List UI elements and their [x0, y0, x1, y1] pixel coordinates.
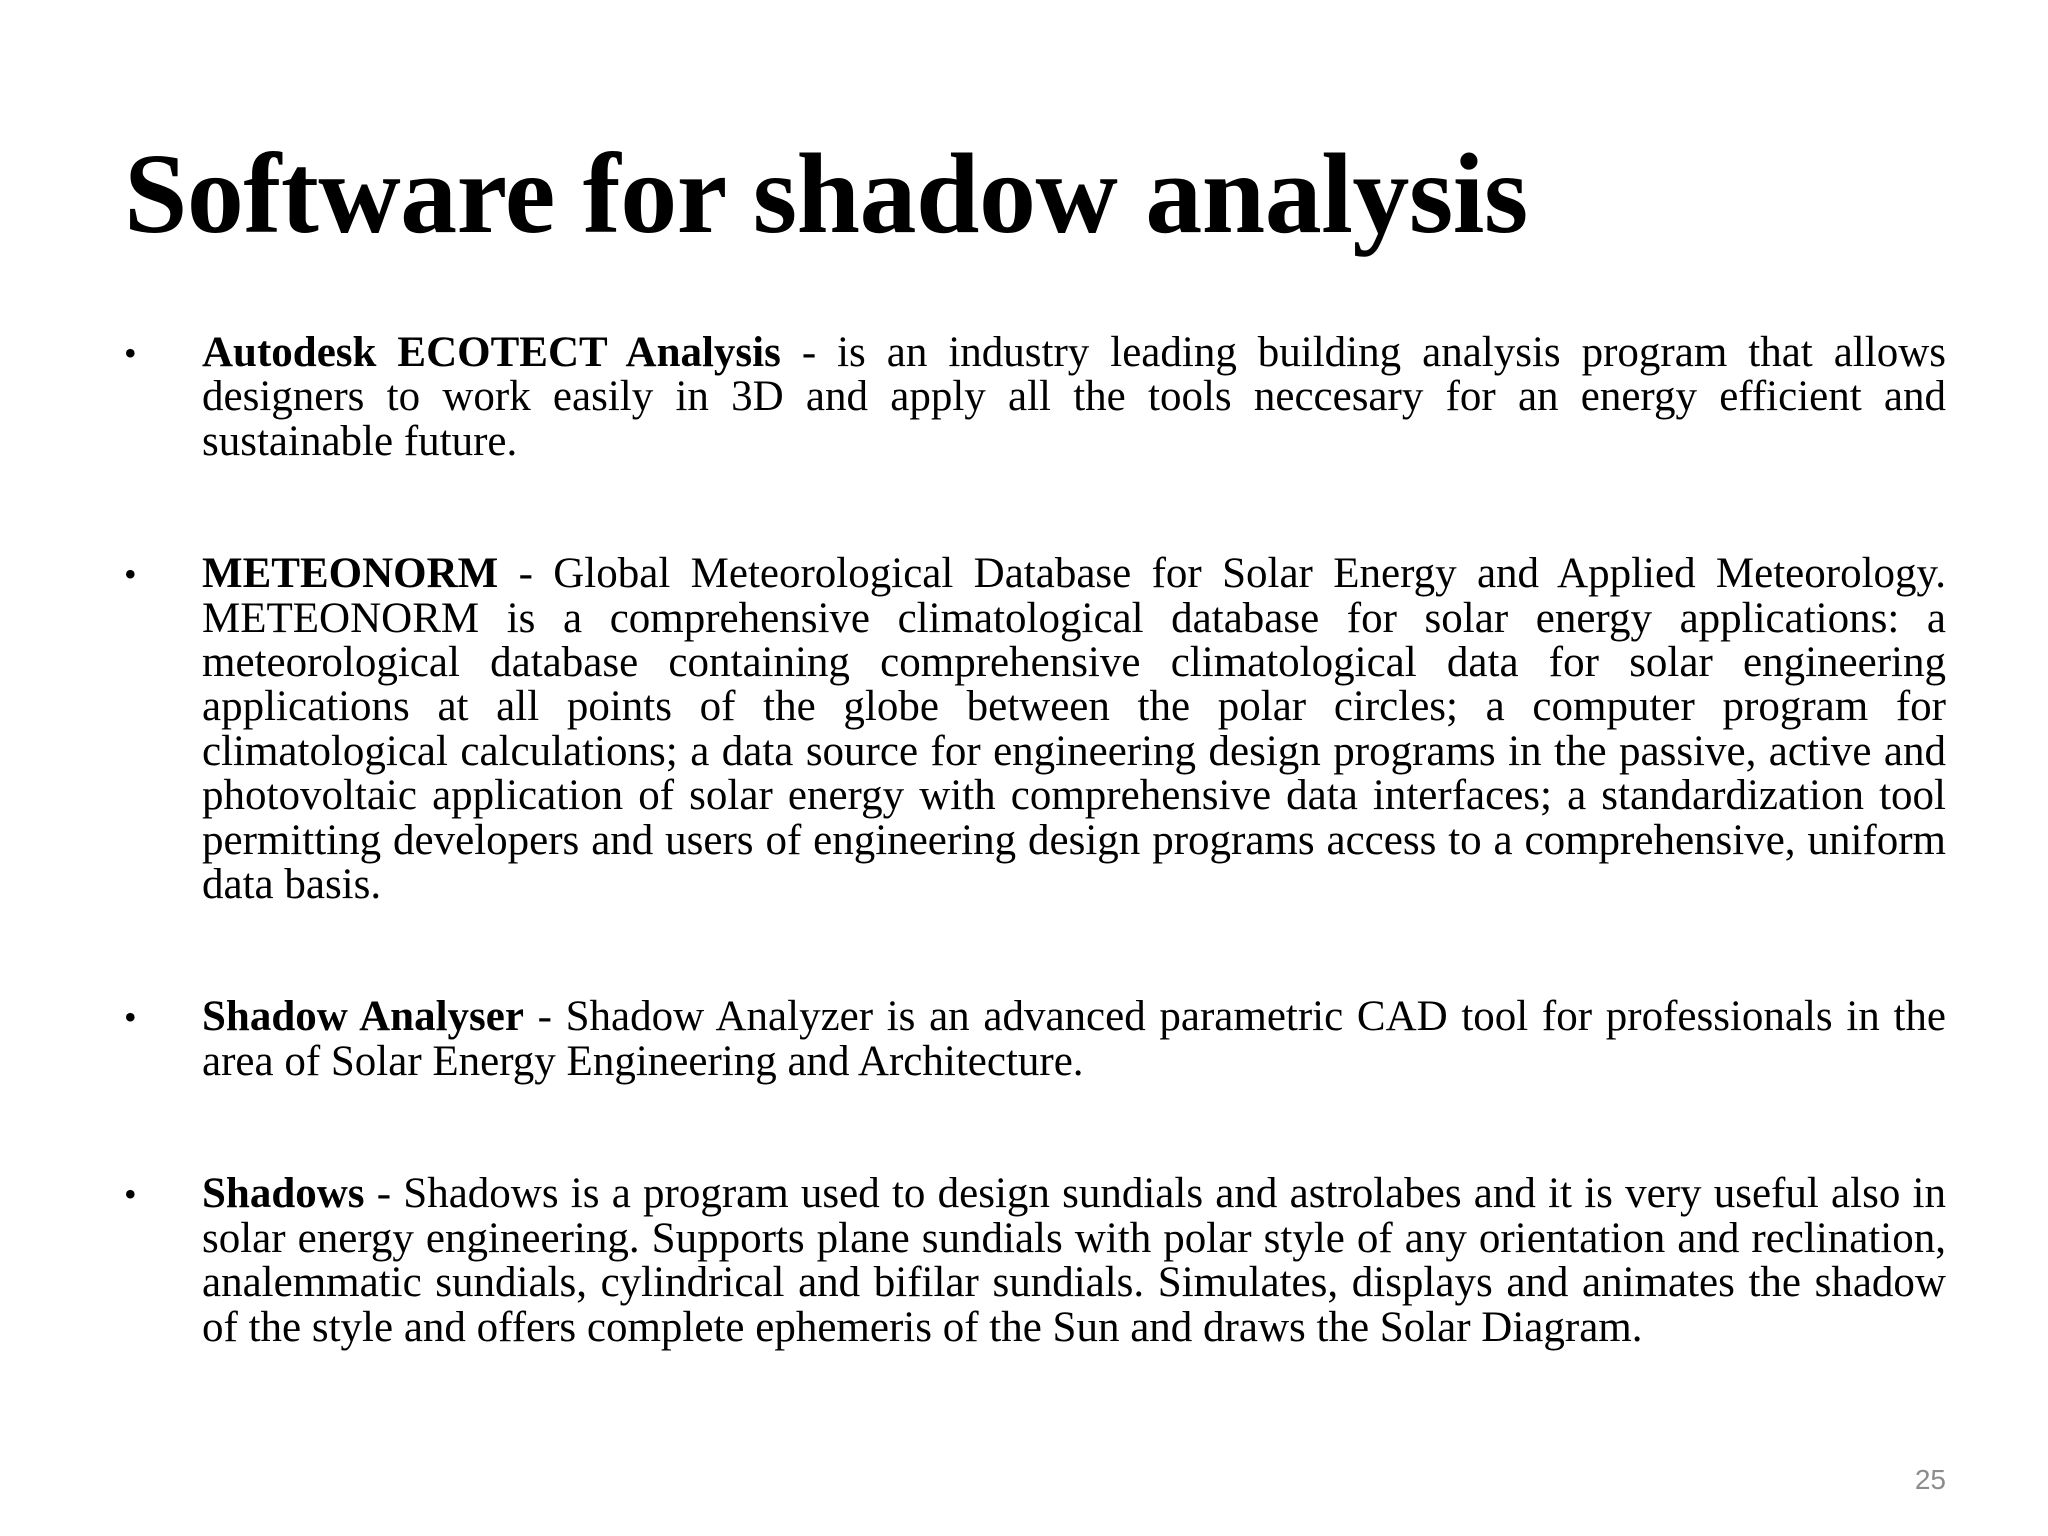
bullet-description: - is an industry leading building analysis program that allows designers to work easily in 3D and apply all the tools neccesary for an energy efficient and sustainable future. [202, 329, 1946, 465]
bullet-term: Shadow Analyser [202, 993, 524, 1041]
bullet-term: METEONORM [202, 550, 499, 598]
bullet-icon: • [124, 997, 137, 1038]
bullet-item-shadow-analyser [124, 995, 1946, 1084]
bullet-icon: • [124, 1174, 137, 1215]
bullet-item-shadows [124, 1172, 1946, 1350]
bullet-term: Shadows [202, 1170, 365, 1218]
page-number: 25 [1914, 1464, 1946, 1495]
bullet-term: Autodesk ECOTECT Analysis [202, 329, 781, 376]
bullet-description: - Shadow Analyzer is an advanced parametric CAD tool for professionals in the area of Solar Energy Engineering and Architecture. [202, 993, 1946, 1085]
bullet-item-ecotect [124, 331, 1946, 464]
bullet-icon: • [124, 554, 137, 595]
bullet-description: - Shadows is a program used to design sundials and astrolabes and it is very useful also in solar energy engineering. Supports plane sundials with polar style of any orientation and reclination, analemmatic sundials, cylindrical and bifilar sundials. Simulates, displays and animates the shadow of the style and offers complete ephemeris of the Sun and draws the Solar Diagram. [202, 1170, 1946, 1351]
bullet-list [124, 331, 1946, 1350]
bullet-item-meteonorm [124, 552, 1946, 907]
slide-title: Software for shadow analysis [124, 130, 1528, 257]
bullet-description: - Global Meteorological Database for Solar Energy and Applied Meteorology. METEONORM is a comprehensive climatological database for solar energy applications: a meteorological database containing comprehensive climatological data for solar engineering applications at all points of the globe between the polar circles; a computer program for climatological calculations; a data source for engineering design programs in the passive, active and photovoltaic application of solar energy with comprehensive data interfaces; a standardization tool permitting developers and users of engineering design programs access to a comprehensive, uniform data basis. [202, 550, 1946, 909]
bullet-icon: • [124, 333, 137, 373]
